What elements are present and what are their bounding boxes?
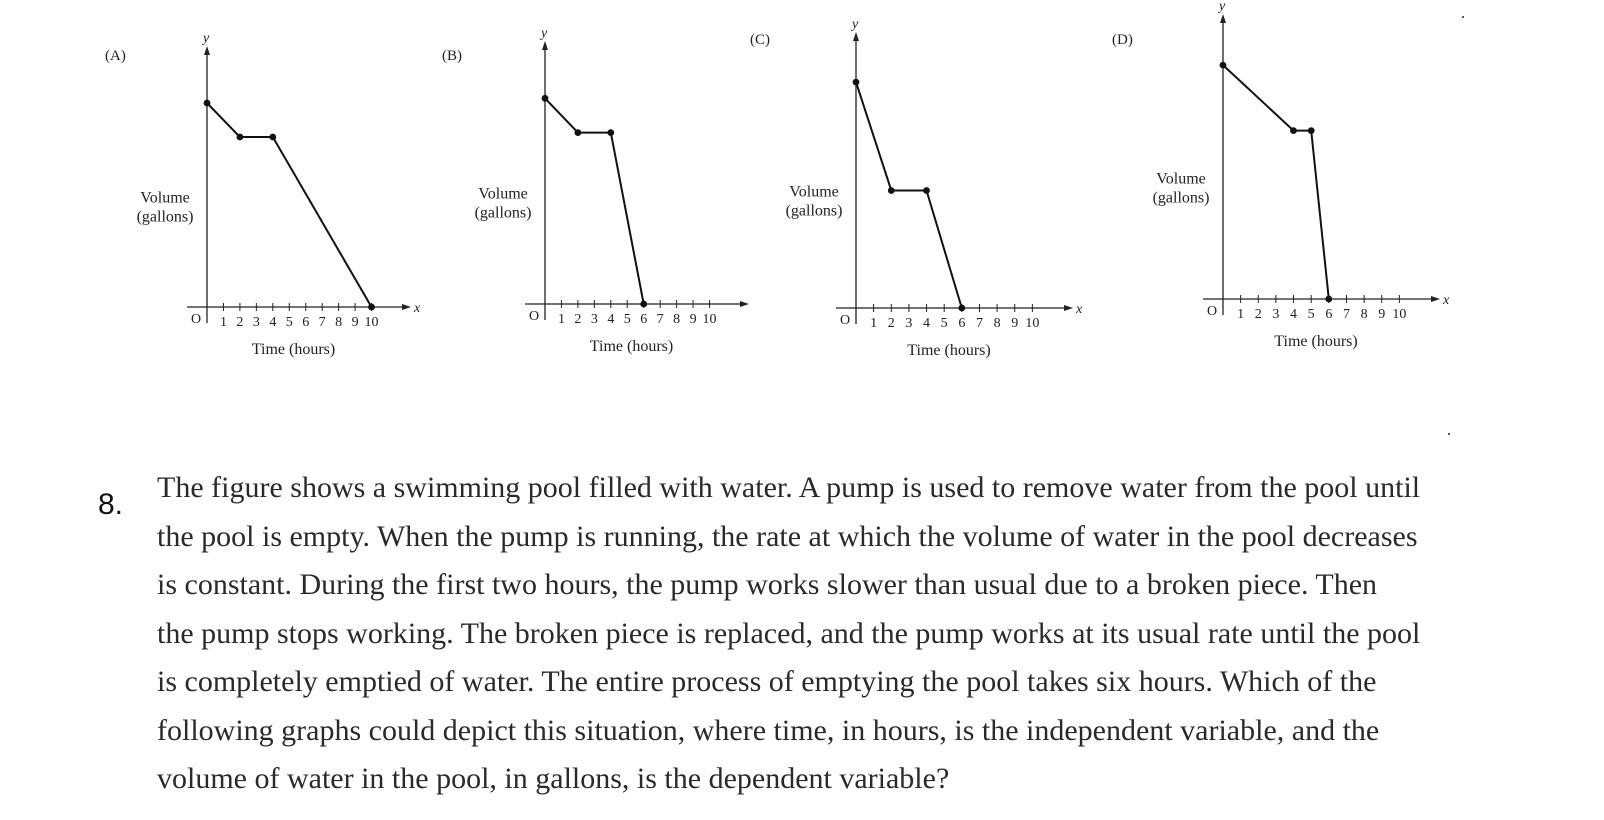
x-tick-label: 9 <box>1011 316 1019 331</box>
x-tick-label: 1 <box>870 316 878 331</box>
x-axis-title: Time (hours) <box>589 338 674 355</box>
y-axis-title-line: Volume <box>1156 170 1206 188</box>
x-axis-arrow <box>402 304 411 310</box>
x-axis-arrow <box>1431 296 1440 302</box>
x-axis-name: x <box>414 301 421 316</box>
y-axis-title-line: Volume <box>478 185 528 203</box>
x-tick-label: 8 <box>993 316 1001 331</box>
data-point <box>204 100 211 107</box>
x-tick-label: 4 <box>607 312 615 327</box>
y-axis-title-line: (gallons) <box>136 208 194 226</box>
x-tick-label: 10 <box>702 312 717 327</box>
y-axis-arrow <box>853 32 859 41</box>
data-point <box>575 129 582 136</box>
x-tick-label: 2 <box>236 315 244 330</box>
data-point <box>269 134 276 141</box>
x-axis-title: Time (hours) <box>251 341 336 358</box>
x-axis-arrow <box>1064 305 1073 311</box>
y-axis-name: y <box>203 31 210 46</box>
x-tick-label: 9 <box>351 315 359 330</box>
x-tick-label: 8 <box>673 312 681 327</box>
data-line <box>545 98 644 304</box>
data-point <box>1308 127 1315 134</box>
plot-group <box>475 26 749 355</box>
x-tick-label: 6 <box>302 315 310 330</box>
y-axis-arrow <box>1220 14 1226 23</box>
data-line <box>856 82 962 308</box>
x-tick-label: 3 <box>1272 307 1280 322</box>
x-tick-label: 1 <box>1237 307 1245 322</box>
x-tick-label: 7 <box>656 312 664 327</box>
y-axis-name: y <box>541 26 548 41</box>
x-tick-label: 5 <box>940 316 948 331</box>
data-line <box>1223 65 1329 299</box>
question-text <box>157 464 1477 804</box>
x-tick-label: 9 <box>689 312 697 327</box>
choice-label: (A) <box>105 48 126 64</box>
x-tick-label: 5 <box>623 312 631 327</box>
question-line: is completely emptied of water. The entire process of emptying the pool takes six hours. Which of the <box>157 665 1377 698</box>
data-point <box>640 301 647 308</box>
x-tick-label: 2 <box>887 316 895 331</box>
x-tick-label: 6 <box>640 312 648 327</box>
x-tick-label: 2 <box>574 312 582 327</box>
data-line <box>207 103 372 307</box>
choice-label: (C) <box>750 32 770 48</box>
question-line: the pump stops working. The broken piece is replaced, and the pump works at its usual rate until the pool <box>157 616 1421 650</box>
data-point <box>1290 127 1297 134</box>
question-line: the pool is empty. When the pump is running, the rate at which the volume of water in the pool decreases <box>157 519 1418 553</box>
graph-b <box>438 26 778 370</box>
data-point <box>923 187 930 194</box>
x-tick-label: 5 <box>1307 307 1315 322</box>
x-tick-label: 7 <box>1342 307 1350 322</box>
x-tick-label: 6 <box>958 316 966 331</box>
x-axis-name: x <box>1443 293 1450 308</box>
question-number: 8. <box>98 488 124 521</box>
x-tick-label: 3 <box>252 315 260 330</box>
x-tick-label: 7 <box>318 315 326 330</box>
question-line: is constant. During the first two hours, the pump works slower than usual due to a broken piece. Then <box>157 568 1378 601</box>
data-point <box>1220 62 1227 69</box>
data-point <box>1325 296 1332 303</box>
data-point <box>368 304 375 311</box>
y-axis-arrow <box>204 46 210 55</box>
x-axis-name: x <box>1076 302 1083 317</box>
x-tick-label: 10 <box>1025 316 1040 331</box>
x-tick-label: 1 <box>557 312 565 327</box>
data-point <box>853 79 860 86</box>
data-point <box>607 129 614 136</box>
x-axis-title: Time (hours) <box>1274 333 1358 350</box>
choice-label: (D) <box>1112 32 1133 48</box>
plot-group <box>786 17 1083 359</box>
graph-c <box>748 17 1108 370</box>
y-axis-arrow <box>542 41 548 50</box>
x-tick-label: 5 <box>285 315 293 330</box>
x-tick-label: 4 <box>269 315 277 330</box>
x-tick-label: 1 <box>219 315 227 330</box>
plot-group <box>137 31 421 358</box>
x-tick-label: 8 <box>335 315 343 330</box>
x-tick-label: 3 <box>905 316 913 331</box>
x-tick-label: 8 <box>1360 307 1368 322</box>
x-tick-label: 4 <box>1290 307 1298 322</box>
y-axis-title-line: (gallons) <box>1152 189 1210 207</box>
data-point <box>958 305 965 312</box>
y-axis-name: y <box>852 17 859 32</box>
data-point <box>237 134 244 141</box>
data-point <box>542 95 549 102</box>
origin-label: O <box>1207 304 1218 319</box>
x-tick-label: 7 <box>975 316 983 331</box>
y-axis-title-line: Volume <box>140 189 190 207</box>
scan-mark <box>1448 433 1450 435</box>
origin-label: O <box>191 312 202 327</box>
x-tick-label: 10 <box>1392 307 1407 322</box>
y-axis-title-line: Volume <box>789 183 839 201</box>
x-tick-label: 6 <box>1325 307 1333 322</box>
question-line: The figure shows a swimming pool filled with water. A pump is used to remove water from the pool until <box>157 471 1421 504</box>
x-tick-label: 10 <box>364 315 379 330</box>
origin-label: O <box>840 313 851 328</box>
x-tick-label: 9 <box>1378 307 1386 322</box>
scan-mark <box>1462 16 1464 18</box>
question-line: volume of water in the pool, in gallons, is the dependent variable? <box>157 762 950 795</box>
x-axis-title: Time (hours) <box>907 342 991 359</box>
choice-label: (B) <box>442 48 462 64</box>
plot-group <box>1153 0 1450 350</box>
question-line: following graphs could depict this situation, where time, in hours, is the independent variable, and the <box>157 713 1380 747</box>
x-tick-label: 2 <box>1254 307 1262 322</box>
y-axis-title-line: (gallons) <box>474 204 532 222</box>
y-axis-name: y <box>1219 0 1226 14</box>
x-tick-label: 4 <box>923 316 931 331</box>
x-tick-label: 3 <box>590 312 598 327</box>
graph-d <box>1110 0 1470 370</box>
origin-label: O <box>529 309 540 324</box>
data-point <box>888 187 895 194</box>
y-axis-title-line: (gallons) <box>785 202 843 220</box>
graph-a <box>100 30 440 370</box>
